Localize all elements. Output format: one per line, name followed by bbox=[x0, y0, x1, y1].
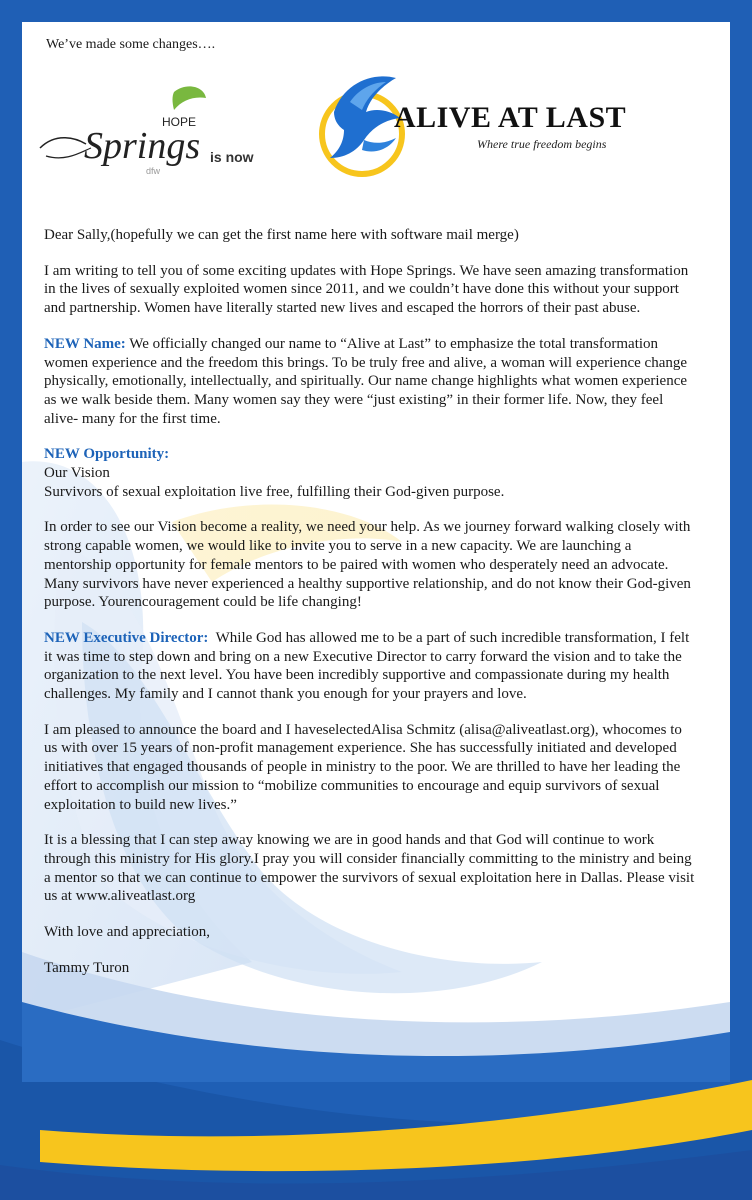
brand-tagline: Where true freedom begins bbox=[477, 137, 607, 151]
signature: Tammy Turon bbox=[44, 959, 130, 976]
is-now-label: is now bbox=[210, 149, 254, 165]
closing: With love and appreciation, bbox=[44, 924, 211, 941]
brand-name: ALIVE AT LAST bbox=[394, 101, 627, 134]
letter-body bbox=[44, 226, 696, 995]
hope-springs-logo bbox=[36, 82, 216, 182]
heading-new-name: NEW Name: bbox=[44, 335, 126, 352]
logo-dfw-word: dfw bbox=[146, 166, 161, 176]
paragraph-mentorship: In order to see our Vision become a reality, we need your help. As we journey forward walking closely with strong capable women, we would like to invite you to serve in a new capacity. We are launching a mentorship opportunity for female mentors to be paired with women who desperately need an advocate. Many survivors have never experienced a healthy supportive relationship, and do not know their God-given purpose. Yourencouragement could be life changing! bbox=[44, 519, 691, 611]
executive-director-text: While God has allowed me to be a part of such incredible transformation, I felt it was time to step down and bring on a new Executive Director to carry forward the vision and to take the organization to the next level. You have been incredibly supportive and compassionate during my health challenges. My family and I cannot thank you enough for your prayers and love. bbox=[44, 629, 690, 703]
letter-page bbox=[22, 22, 730, 1082]
paragraph-new-name bbox=[44, 335, 696, 429]
paragraph-announcement: I am pleased to announce the board and I haveselectedAlisa Schmitz (alisa@aliveatlast.org), whocomes to us with over 15 years of non-profit management experience. She has successfully initiated and developed initiatives that engaged thousands of people in ministry to the poor. We are thrilled to have her leading the effort to accomplish our mission to “mobilize communities to encourage and equip survivors of sexual exploitation to build new lives.” bbox=[44, 721, 682, 813]
logo-springs-word: Springs bbox=[84, 125, 201, 167]
heading-executive-director: NEW Executive Director: bbox=[44, 629, 209, 646]
logo-hope-word: HOPE bbox=[162, 115, 197, 129]
paragraph-new-opportunity bbox=[44, 445, 696, 501]
vision-label: Our Vision bbox=[44, 465, 110, 482]
paragraph-executive-director bbox=[44, 629, 696, 704]
greeting: Dear Sally,(hopefully we can get the first name here with software mail merge) bbox=[44, 227, 519, 243]
vision-text: Survivors of sexual exploitation live free, fulfilling their God-given purpose. bbox=[44, 483, 505, 500]
heading-new-opportunity: NEW Opportunity: bbox=[44, 446, 170, 463]
new-name-text: We officially changed our name to “Alive at Last” to emphasize the total transformation women experience and the freedom this brings. To be truly free and alive, a woman will experience change physically, emotionally, intellectually, and spiritually. Our name change highlights what women experience as we walk beside them. Many women say they were “just existing” in their former life. Now, they feel alive- many for the first time. bbox=[44, 335, 688, 427]
intro-text: We’ve made some changes…. bbox=[46, 37, 216, 52]
paragraph-blessing: It is a blessing that I can step away knowing we are in good hands and that God will continue to work through this ministry for His glory.I pray you will consider financially committing to the ministry and being a mentor so that we can continue to empower the survivors of sexual exploitation here in Dallas. Please visit us at www.aliveatlast.org bbox=[44, 832, 695, 905]
paragraph-updates: I am writing to tell you of some exciting updates with Hope Springs. We have seen amazing transformation in the lives of sexually exploited women since 2011, and we couldn’t have done this without your support and partnership. Women have literally started new lives and escaped the horrors of their past abuse. bbox=[44, 262, 689, 317]
